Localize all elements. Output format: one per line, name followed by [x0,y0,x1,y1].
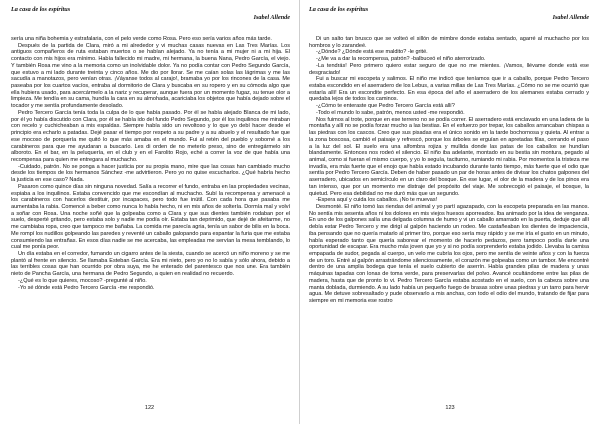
paragraph: Un día estaba en el corredor, fumando un cigarro antes de la siesta, cuando se acercó un niño moreno y se me plantó al frente en silencio. Se llamaba Esteban García. Era mi nieto, pero yo no lo sabía y sólo ahora, debido a las terribles cosas que han ocurrido por obra suya, me he enterado del parentesco que nos une. Era también nieto de Pancha García, una hermana de Pedro Segundo, a quien en realidad no recuerdo. [11,251,290,278]
paragraph: -Cuidado, patrón. No se ponga a hacer justicia por su propia mano, mire que las cosas han cambiado mucho desde los tiempos de los hermanos Sánchez -me advirtieron. Pero yo no quise escucharlos. ¿Qué habría hecho la justicia en ese caso? Nada. [11,163,290,184]
paragraph: -¿Cómo te enteraste que Pedro Tercero García está allí? [316,103,455,110]
running-title-right: La casa de los espíritus [309,6,369,13]
right-page [300,0,600,424]
right-page-body [309,36,589,305]
paragraph: Desmonté. El niño tomó las riendas del animal y yo partí agazapado, con la escopeta preparada en las manos. No sentía mis sesenta años ni los dolores en mis viejos huesos aporreados. Iba animado por la idea de venganza. En uno de los galpones salía una delgada columna de humo y vi un caballo amarrado en la puerta, deduje que allí debía estar Pedro Tercero y me dirigí al galpón haciendo un rodeo. Me castañeaban los dientes de impaciencia, iba pensando que no quería matarlo al primer tiro, porque eso sería muy rápido y se me iría el gusto en un minuto, había esperado tanto que quería saborear el momento de hacerlo pedazos, pero tampoco podía darle una oportunidad de escapar. Era mucho más joven que yo y si no podía sorprenderlo estaba jodido. Llevaba la camisa empapada de sudor, pegada al cuerpo, un velo me cubría los ojos, pero me sentía de veinte años y con la fuerza de un toro. Entré al galpón arrastrándome silenciosamente, el corazón me golpeaba como un tambor. Me encontré dentro de una amplia bodega que tenía el suelo cubierto de aserrín. Había grandes pilas de madera y unas máquinas tapadas con lonas de toma verde, para preservarlas del polvo. Avancé ocultándome entre las pilas de madera, hasta que de pronto lo vi. Pedro Tercero García estaba acostado en el suelo, con la cabeza sobre una manta doblada, durmiendo. A su lado había un pequeño fuego de brasas sobre unas piedras y un tarro para hervir agua. Me detuve sobresaltado y pude observarlo a mis anchas, con todo el odio del mundo, tratando de fijar para siempre en mi memoria ese rostro [309,203,589,305]
paragraph: sería una niña bohemia y estrafalaria, con el pelo verde como Rosa. Pero eso sería varios años más tarde. [11,36,272,42]
paragraph: Di un salto tan brusco que se volteó el sillón de mimbre donde estaba sentado, agarré al muchacho por los hombros y lo zarandeé. [309,36,589,49]
page-number-right: 123 [445,405,455,411]
paragraph: -La tendrás! Pero primero quiero estar seguro de que no me mientes. ¡Vamos, llévame donde está ese desgraciado! [309,62,589,76]
running-author-left: Isabel Allende [253,14,290,21]
paragraph: -¿Dónde? ¿Dónde está ese maldito? -le grité. [316,49,428,56]
paragraph: Nos fuimos al trote, porque en ese terreno no se podía correr. El aserradero está enclavado en una ladera de la montaña y allí no se podía forzar mucho a las bestias. En el esfuerzo por trepar, los caballos arrancaban chispas a las piedras con los cascos. Creo que sus pisadas era el único sonido en la tarde bochornosa y quieta. Al entrar a la zona boscosa, cambió el paisaje y refrescó, porque los árboles se erguían en apretadas filas, cerrando el paso a la luz del sol. El suelo era una alfombra rojiza y mullida donde las patas de los caballos se hundían blandamente. Entonces nos rodeó el silencio. El niño iba adelante, montado en su bestia sin montura, pegado al animal, como si fueran el mismo cuerpo, y yo lo seguía, taciturno, rumiando mi rabia. Por momentos la tristeza me invadía, era más fuerte que el enojo que había estado incubando durante tanto tiempo, más fuerte que el odio que sentía por Pedro Tercero García. Deben de haber pasado un par de horas antes de divisar los chatos galpones del aserradero, ubicados en semicírculo en un claro del bosque. En ese lugar, el olor de la madera y de los pinos era tan intenso, que por un momento me distraje del propósito del viaje. Me sobrecogió el paisaje, el bosque, la quietud. Pero esa debilidad no me duró más que un segundo. [309,116,589,197]
left-page-body [11,36,290,291]
paragraph: Pasaron como quince días sin ninguna novedad. Salía a recorrer el fundo, entraba en las propiedades vecinas, espiaba a los inquilinos. Estaba convencido que me escondían al muchacho. Subí la recompensa y amenacé a los carabineros con hacerlos destituir, por incapaces, pero todo fue inútil. Con cada hora que pasaba me aumentaba la rabia. Comencé a beber como nunca lo había hecho, ni en mis años de soltería. Dormía mal y volví a soñar con Rosa. Una noche soñé que la golpeaba como a Clara y que sus dientes también rodaban por el suelo, desperté gritando, pero estaba solo y nadie me podía oír. Estaba tan deprimido, que dejé de afeitarme, no me cambiaba ropa, creo que tampoco me bañaba. La comida me parecía agria, tenía un sabor de bilis en la boca. Me rompí los nudillos golpeando las paredes y reventé un caballo galopando para espantar la furia que me estaba consumiendo las entrañas. En esos días nadie se me acercaba, las empleadas me servían la mesa temblando, lo cual me ponía peor. [11,183,290,251]
paragraph: Pedro Tercero García tenía toda la culpa de lo que había pasado. Por él se había alejado Blanca de mi lado, por él yo había discutido con Clara, por él se había ido del fundo Pedro Segundo, por él los inquilinos me miraban con recelo y cuchicheaban a mis espaldas. Siempre había sido un revoltoso y lo que yo debí hacer desde el principio era echarlo a patadas. Dejé pasar el tiempo por respeto a su padre y a su abuelo y el resultado fue que ese mocoso de porquería me quitó lo que más amaba en el mundo. Fui al retén del pueblo y soborné a los carabineros para que me ayudaran a buscarlo. Les di orden de no meterlo preso, sino de entregármelo sin alboroto. En el bar, en la peluquería, en el club y en el Farolito Rojo, eché a correr la voz de que había una recompensa para quien me entregara al muchacho. [11,109,290,163]
page-number-left: 122 [144,405,155,411]
paragraph: -Espera aquí y cuida los caballos. ¡No te muevas! [316,197,438,204]
paragraph: Después de la partida de Clara, miró a mi alrededor y vi muchas casas nuevas en Las Tres Marías. Los antiguos compañeros de ruta estaban muertos o se habían alejado. Ya no tenía a mi mujer ni a mi hija. El contacto con mis hijos era mínimo. Había fallecido mi madre, mi hermana, la buena Nana, Pedro García, el viejo. Y también Rosa me vino a la memoria como un inolvidable dolor. Ya no podía contar con Pedro Segundo García, que estuvo a mi lado durante treinta y cinco años. Me dio por llorar. Se me caían solas las lágrimas y me las sacudía a manotazos, pero venían otras. ¡Váyanse todos al carajo!, bramaba yo por los rincones de la casa. Me paseaba por los cuartos vacíos, entraba al dormitorio de Clara y buscaba en su ropero y en su cómoda algo que ella hubiera usado, para acercármelo a la nariz y recuperar, aunque fuera por un momento fugaz, su tenue olor a limpieza. Me tendía en su cama, hundía la cara en su almohada, acariciaba los objetos que había dejado sobre el tocador y me sentía profundamente desolado. [11,42,290,110]
paragraph: -¿Me va a dar la recompensa, patrón? -balbuceó el niño aterrorizado. [316,56,486,63]
running-title-left: La casa de los espíritus [11,6,71,13]
running-author-right: Isabel Allende [552,14,589,21]
paragraph: -Todo el mundo lo sabe, patrón, menos usted -me respondió. [316,109,465,116]
paragraph: -¿Qué es lo que quieres, mocoso? -pregunté al niño. [18,277,147,284]
paragraph: -Yo sé dónde está Pedro Tercero García -me respondió. [18,284,155,291]
paragraph: Fui a buscar mi escopeta y salimos. El niño me indicó que teníamos que ir a caballo, porque Pedro Tercero estaba escondido en el aserradero de los Lebus, a varias millas de Las Tres Marías. ¿Cómo no se me ocurrió que estaría allí! Era un escondite perfecto. En esa época del año el aserradero de los alemanes estaba cerrado y quedaba lejos de todos los caminos. [309,76,589,103]
